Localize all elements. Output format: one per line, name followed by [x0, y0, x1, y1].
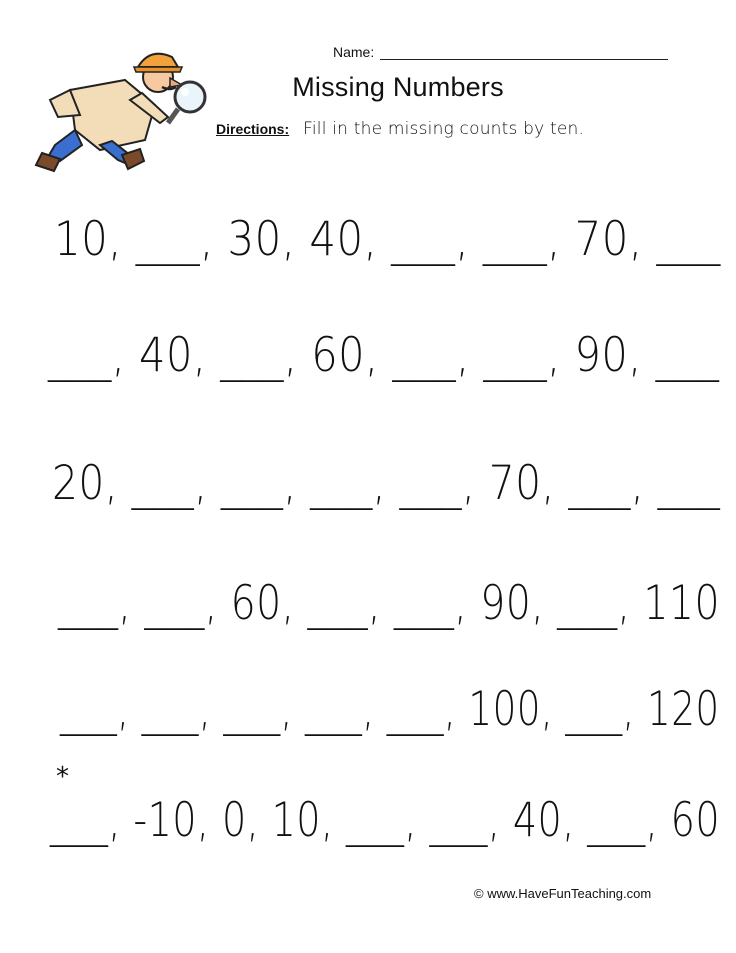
directions-text: Fill in the missing counts by ten. — [303, 119, 585, 139]
name-field-row — [333, 44, 668, 60]
copyright-footer: © www.HaveFunTeaching.com — [474, 886, 652, 901]
number-row-6: ___, -10, 0, 10, ___, ___, 40, ___, 60 — [50, 793, 720, 848]
number-row-1: 10, ___, 30, 40, ___, ___, 70, ___ — [54, 212, 721, 267]
name-input-line[interactable] — [380, 45, 668, 60]
number-row-5: ___, ___, ___, ___, ___, 100, ___, 120 — [60, 682, 720, 737]
name-label: Name: — [333, 44, 375, 60]
number-row-3: 20, ___, ___, ___, ___, 70, ___, ___ — [52, 456, 721, 511]
page-title: Missing Numbers — [292, 72, 504, 102]
directions — [216, 119, 584, 139]
challenge-asterisk: * — [56, 762, 69, 792]
number-row-2: ___, 40, ___, 60, ___, ___, 90, ___ — [48, 328, 720, 383]
detective-mascot-icon — [30, 45, 220, 180]
directions-label: Directions: — [216, 121, 290, 137]
number-row-4: ___, ___, 60, ___, ___, 90, ___, 110 — [58, 576, 720, 631]
